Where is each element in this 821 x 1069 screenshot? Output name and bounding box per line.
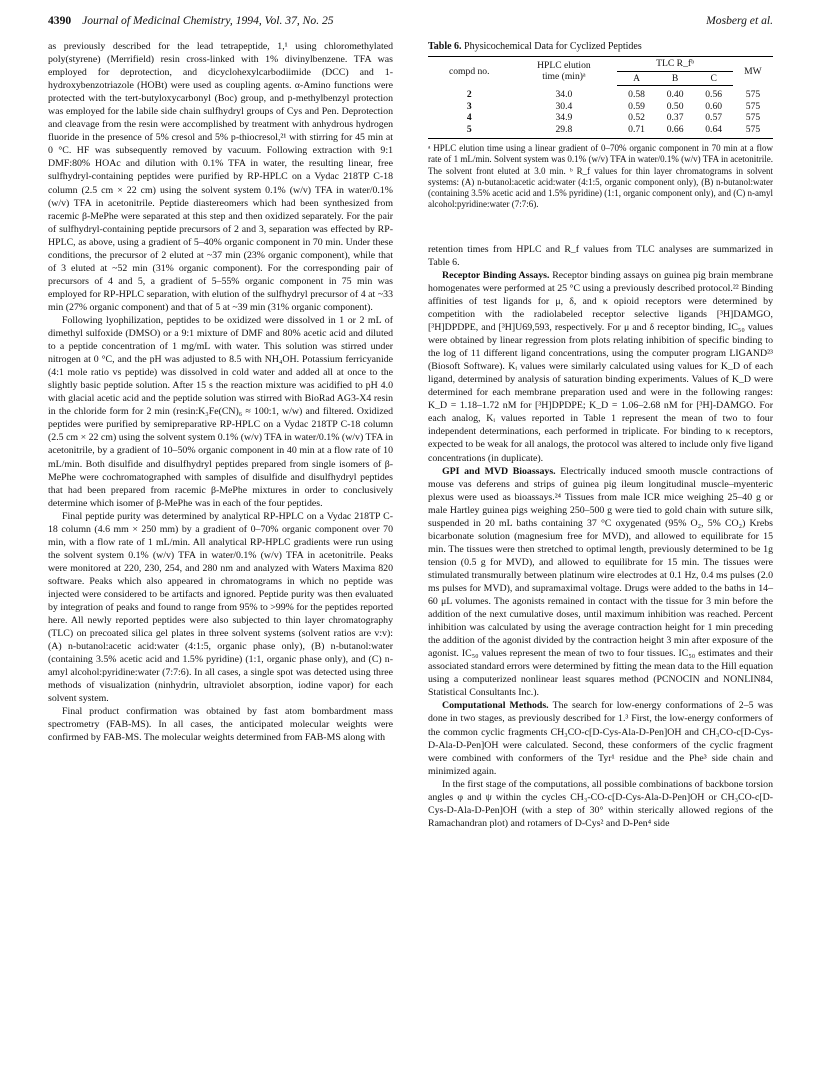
cell-c: 0.64	[694, 124, 733, 139]
table-label: Table 6.	[428, 41, 462, 52]
table-row	[428, 112, 773, 124]
header-hplc	[511, 57, 618, 86]
cell-compd: 3	[466, 100, 472, 112]
cell-b: 0.66	[656, 124, 695, 139]
header-mw: MW	[733, 57, 773, 86]
bioassays-paragraph	[428, 465, 773, 700]
table-caption: Physicochemical Data for Cyclized Peptides	[464, 41, 642, 52]
body-paragraph: Final product confirmation was obtained by fast atom bombardment mass spectrometry (FAB-MS). In all cases, the anticipated molecular weights were confirmed by FAB-MS. The molecular weights determined from FAB-MS along with	[48, 706, 393, 744]
cell-compd: 2	[466, 88, 472, 100]
table-title	[428, 40, 773, 53]
cell-mw: 575	[733, 124, 773, 139]
computational-paragraph	[428, 699, 773, 777]
body-paragraph: In the first stage of the computations, all possible combinations of backbone torsion angles φ and ψ within the cycles CH₃-CO-c[D-Cys-Ala-D-Pen]OH or CH₃CO-c[D-Cys-D-Ala-D-Pen]OH (with a step of 30° within sterically allowed regions of the Ramachandran plot) and rotamers of D-Cys² and D-Pen⁴ side	[428, 778, 773, 829]
section-body: Electrically induced smooth muscle contractions of mouse vas deferens and strips of guinea pig ileum longitudinal muscle–myenteric plexus were used as bioassays.²⁴ Tissues from male ICR mice weighing 25–40 g or male Hartley guinea pigs weighing 250–500 g were tied to gold chain with suture silk, suspended in 20 mL baths containing 37 °C oxygenated (95% O₂, 5% CO₂) Krebs bicarbonate solution (magnesium free for MVD), and allowed to equilibrate for 15 min. The tissues were then stretched to optimal length, previously determined to be 1g tension (0.5 g for MVD), and allowed to equilibrate for 15 min. The tissues were stimulated transmurally between platinum wire electrodes at 0.1 Hz, 0.4 ms pulses (2.0 ms pulses for MVD), and supramaximal voltage. Drugs were added to the baths in 14–60 μL volumes. The agonists remained in contact with the tissue for 3 min before the addition of the next cumulative doses, until maximum inhibition was reached. Percent inhibition was calculated by using the average contraction height for 1 min preceding the addition of the agonist divided by the contraction height 3 min after exposure of the agonist. IC₅₀ values represent the mean of two to four tissues. IC₅₀ estimates and their associated standard errors were determined by fitting the mean data to the Hill equation using a computerized nonlinear least squares method (PCNOCIN and NONLIN84, Statistical Consultants Inc.).	[428, 465, 773, 699]
header-c: C	[694, 71, 733, 86]
cell-hplc: 29.8	[511, 124, 618, 139]
header-hplc-line2: time (min)ᵃ	[542, 71, 586, 83]
cell-mw: 575	[745, 112, 761, 123]
body-paragraph: retention times from HPLC and R_f values from TLC analyses are summarized in Table 6.	[428, 243, 773, 268]
left-column	[48, 40, 393, 745]
cell-c: 0.56	[705, 89, 723, 100]
cell-hplc: 30.4	[555, 100, 573, 112]
page-number: 4390	[48, 14, 72, 27]
cell-a: 0.52	[628, 112, 645, 123]
cell-b: 0.37	[666, 112, 684, 123]
body-paragraph: as previously described for the lead tetrapeptide, 1,¹ using chloromethylated poly(styrene) (Merrifield) resin cross-linked with 1% divinylbenzene. TFA was employed for deprotection, and dicyclohexylcarbodiimide (DCC) and 1-hydroxybenzotriazole (HOBt) were used as coupling agents. α-Amino functions were protected with the tert-butyloxycarbonyl (Boc) group, and p-methylbenzyl protection was employed for the labile side chain sulfhydryl groups of Cys and Pen. Deprotection and cleavage from the resin were accomplished by treatment with anhydrous hydrogen fluoride in the presence of 5% cresol and 5% p-thiocresol,²¹ with stirring for 45 min at 0 °C. HF was subsequently removed by vacuum. Following extraction with 9:1 DMF:80% HOAc and dilution with 0.1% TFA in water, the resulting linear, free sulfhydryl-containing peptides were purified by RP-HPLC on a Vydac 218TP C-18 column (2.5 cm × 22 cm) using the solvent system 0.1% (w/v) TFA in water/0.1% (w/v) TFA in acetonitrile. Peptide diastereomers which had been synthesized from racemic β-MePhe were separated at this step and then oxidized separately. For the pair of sulfhydryl-containing peptide precursors of 2 and 3, separation was effected by RP-HPLC, as above, using a gradient of 5–40% organic component in 70 min. Under these conditions, the precursor of 2 eluted at ~37 min (23% organic component), while that of 3 eluted at ~52 min (31% organic component). For the corresponding pair of precursors of 4 and 5, a gradient of 5–55% organic component in 75 min was employed for RP-HPLC separation, with elution of the sulfhydryl precursor of 4 at ~33 min (27% organic component) and that of 5 at ~39 min (31% organic component).	[48, 41, 393, 313]
header-tlc: TLC R_fᵇ	[617, 57, 733, 72]
cell-compd: 4	[466, 112, 472, 123]
receptor-binding-paragraph	[428, 269, 773, 465]
cell-compd: 5	[428, 124, 511, 139]
table-row	[428, 86, 773, 101]
section-heading: GPI and MVD Bioassays.	[442, 465, 556, 477]
cell-c: 0.57	[705, 112, 723, 123]
body-paragraph: Following lyophilization, peptides to be oxidized were dissolved in 1 or 2 mL of dimethyl sulfoxide (DMSO) or a 9:1 mixture of DMF and 80% acetic acid and diluted to a peptide concentration of 1 mg/mL with water. This solution was stirred under nitrogen at 0 °C, and the pH was adjusted to 8.5 with NH₄OH. Potassium ferricyanide (4:1 mole ratio vs peptide) was dissolved in cold water and added all at once to the slightly basic peptide solution. After 15 s the reaction mixture was acidified to pH 4.0 with glacial acetic acid and the peptide solution was stirred with BioRad AG3-X4 resin in the chloride form for 2 min (resin:K₃Fe(CN)₆ ≈ 100:1, w/w) and filtered. Oxidized peptides were purified by semipreparative RP-HPLC on a Vydac 218TP C-18 column (2.5 cm × 22 cm) using the solvent system 0.1% (w/v) TFA in water/0.1% (w/v) TFA in acetonitrile, by a gradient of 10–50% organic component in 40 min at a flow rate of 10 mL/min. Both disulfide and disulfhydryl peptides prepared from single isomers of β-MePhe were cochromatographed with samples of disulfide and disulfhydryl peptides that had been prepared from racemic β-MePhe mixtures in order to conclusively determine which isomer of β-MePhe was in each of the four peptides.	[48, 314, 393, 509]
cell-b: 0.40	[666, 89, 684, 100]
physicochemical-table	[428, 56, 773, 139]
cell-c: 0.60	[705, 100, 723, 112]
table-6	[428, 40, 773, 211]
body-paragraph: Final peptide purity was determined by analytical RP-HPLC on a Vydac 218TP C-18 column (4.6 mm × 250 mm) by a gradient of 0–70% organic component over 70 min, with a flow rate of 1 mL/min. All analytical RP-HPLC gradients were run using the solvent system 0.1% (w/v) TFA in water/0.1% (w/v) TFA in acetonitrile. Peaks were monitored at 220, 230, 254, and 280 nm and analyzed with Waters Maxima 820 software. Peaks which also appeared in chromatograms in which no peptide was injected were considered to be artifacts and ignored. Peptide purity was then evaluated by integration of peaks and found to range from 95% to >99% for the peptides reported here. All newly reported peptides were also subjected to thin layer chromatography (TLC) on precoated silica gel plates in three solvent systems (solvent ratios are v:v): (A) n-butanol:acetic acid:water (4:1:5, organic phase only), (B) n-butanol:water (containing 3.5% acetic acid and 1.5% pyridine) (1:1, organic phase only), and (C) n-amyl alcohol:pyridine:water (7:7:6). In all cases, a single spot was detected using three methods of visualization (ninhydrin, ultraviolet absorption, iodine vapor) for each solvent system.	[48, 510, 393, 705]
header-compd: compd no.	[428, 57, 511, 86]
journal-citation: Journal of Medicinal Chemistry, 1994, Vol. 37, No. 25	[82, 14, 334, 27]
header-hplc-line1: HPLC elution	[537, 59, 591, 71]
cell-mw: 575	[745, 88, 761, 100]
page-header	[48, 14, 773, 34]
cell-a: 0.58	[628, 89, 645, 100]
section-heading: Receptor Binding Assays.	[442, 269, 550, 281]
cell-hplc: 34.0	[555, 88, 573, 100]
table-footnote: ᵃ HPLC elution time using a linear gradient of 0–70% organic component in 70 min at a flow rate of 1 mL/min. Solvent system was 0.1% (w/v) TFA in water/0.1% (w/v) TFA in acetonitrile. The solvent front eluted at 3.0 min. ᵇ R_f values for thin layer chromatograms in solvent systems: (A) n-butanol:acetic acid:water (4:1:5, organic component only), (B) n-butanol:water (containing 3.5% acetic acid and 1.5% pyridine) (1:1, organic component only), and (C) n-amyl alcohol:pyridine:water (7:7:6).	[428, 143, 773, 210]
section-body: Receptor binding assays on guinea pig brain membrane homogenates were performed at 25 °C using a previously described protocol.²² Binding affinities of test ligands for μ, δ, and κ opioid receptors were determined by competition with the radiolabeled receptor selective ligands [³H]DAMGO, [³H]DPDPE, and [³H]U69,593, respectively. For μ and δ receptor binding, IC₅₀ values were obtained by linear regression from plots relating inhibition of specific binding to the log of 11 different ligand concentrations, using the computer program LIGAND²³ (Biosoft Software). Kᵢ values were similarly calculated using values for K_D of each ligand, determined by analysis of saturation binding experiments. Values of K_D were determined for each membrane preparation used and were in the following ranges: K_D = 1.18–1.72 nM for [³H]DPDPE; K_D = 1.06–2.68 nM for [³H]-DAMGO. For each analog, Kᵢ values reported in Table 1 represent the mean of two to four independent determinations, each performed in triplicate. For binding to κ receptors, expected to be weak for all analogs, the protocol was altered to include only five ligand concentrations (in duplicate).	[428, 269, 773, 464]
header-b: B	[656, 71, 695, 86]
cell-b: 0.50	[666, 100, 684, 112]
table-row	[428, 124, 773, 139]
cell-a: 0.59	[628, 100, 645, 112]
cell-a: 0.71	[617, 124, 656, 139]
header-a: A	[617, 71, 656, 86]
section-heading: Computational Methods.	[442, 700, 549, 712]
section-body: The search for low-energy conformations of 2–5 was done in two stages, as previously described for 1.³ First, the low-energy conformers of the common cyclic fragments CH₃CO-c[D-Cys-Ala-D-Pen]OH and CH₃CO-c[D-Cys-D-Ala-D-Pen]OH were calculated. Second, these conformers of the cyclic fragment were combined with conformers of the Tyr¹ residue and the Phe³ side chain and minimized again.	[428, 700, 773, 777]
cell-hplc: 34.9	[555, 112, 573, 123]
table-row	[428, 101, 773, 113]
running-author: Mosberg et al.	[706, 14, 773, 27]
right-column	[428, 40, 773, 830]
cell-mw: 575	[745, 100, 761, 112]
